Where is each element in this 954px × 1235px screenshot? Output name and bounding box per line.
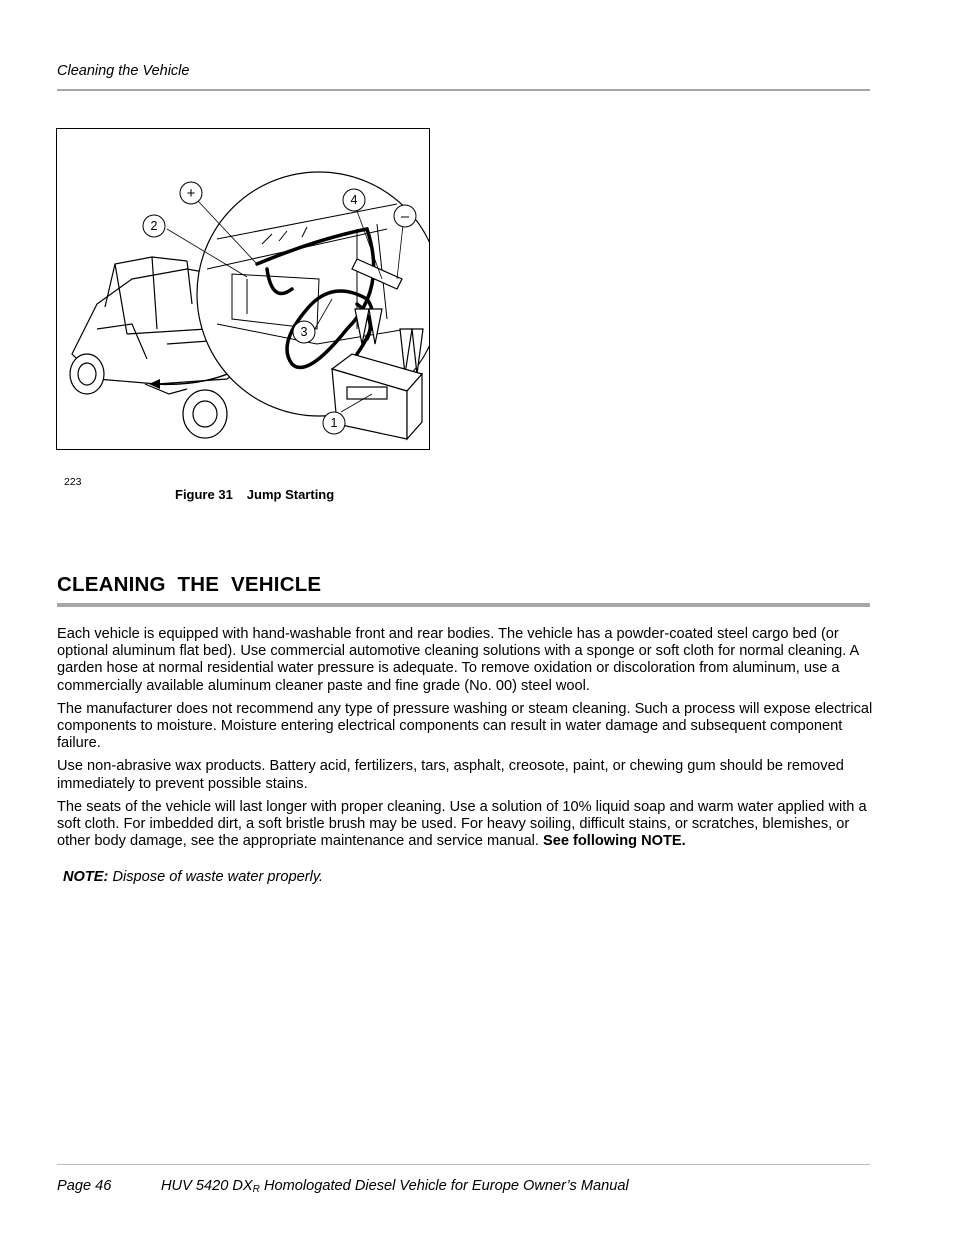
callout-plus-text: + bbox=[186, 185, 196, 202]
note bbox=[63, 869, 323, 885]
footer-manual-title bbox=[161, 1178, 629, 1195]
callout-2 bbox=[143, 215, 165, 237]
callout-4 bbox=[343, 189, 365, 211]
section-title: CLEANING THE VEHICLE bbox=[57, 573, 322, 596]
header-rule bbox=[57, 89, 870, 91]
figure-id: 223 bbox=[64, 476, 82, 488]
callout-minus bbox=[394, 205, 416, 227]
callout-1-text: 1 bbox=[330, 416, 338, 430]
paragraph-1: Each vehicle is equipped with hand-washable front and rear bodies. The vehicle has a powder-coated steel cargo bed (or optional aluminum flat bed). Use commercial automotive cleaning solutions with a sponge or soft cloth for normal cleaning. A garden hose at normal residential water pressure is adequate. To remove oxidation or discoloration from aluminum, use a commercially available aluminum cleaner paste and fine grade (No. 00) steel wool. bbox=[57, 626, 859, 694]
jump-starting-illustration bbox=[57, 129, 429, 449]
callout-3-text: 3 bbox=[300, 325, 308, 339]
note-text: Dispose of waste water properly. bbox=[112, 869, 324, 885]
figure-caption bbox=[175, 487, 334, 502]
footer-title-sub: R bbox=[252, 1184, 260, 1195]
callout-plus bbox=[180, 182, 202, 204]
paragraph-4-bold: See following NOTE. bbox=[542, 833, 686, 850]
callout-1 bbox=[323, 412, 345, 434]
callout-4-text: 4 bbox=[350, 193, 358, 207]
note-label: NOTE: bbox=[63, 869, 109, 885]
jump-starting-figure bbox=[56, 128, 430, 450]
figure-title: Jump Starting bbox=[246, 487, 335, 502]
callout-3 bbox=[293, 321, 315, 343]
footer-page-number: Page 46 bbox=[57, 1178, 112, 1194]
section-rule bbox=[57, 603, 870, 607]
running-header: Cleaning the Vehicle bbox=[57, 63, 190, 79]
paragraph-4-text: The seats of the vehicle will last longer with proper cleaning. Use a solution of 10% liquid soap and warm water applied with a soft cloth. For imbedded dirt, a soft bristle brush may be used. For heavy soiling, difficult stains, or scratches, blemishes, or other body damage, see the appropriate maintenance and service manual. bbox=[57, 798, 867, 850]
figure-number: Figure 31 bbox=[175, 487, 233, 502]
paragraph-3: Use non-abrasive wax products. Battery acid, fertilizers, tars, asphalt, creosote, paint, or chewing gum should be removed immediately to prevent possible stains. bbox=[57, 758, 844, 792]
paragraph-4 bbox=[57, 799, 873, 851]
footer-title-main: HUV 5420 DX bbox=[161, 1178, 253, 1194]
callout-minus-text: – bbox=[400, 208, 410, 225]
footer-rule bbox=[57, 1164, 870, 1165]
section-body bbox=[57, 626, 873, 856]
paragraph-2: The manufacturer does not recommend any type of pressure washing or steam cleaning. Such a process will expose electrical components to moisture. Moisture entering electrical components can result in water damage and subsequent component failure. bbox=[57, 700, 873, 752]
callout-2-text: 2 bbox=[150, 219, 158, 233]
footer-title-rest: Homologated Diesel Vehicle for Europe Owner’s Manual bbox=[259, 1178, 629, 1194]
